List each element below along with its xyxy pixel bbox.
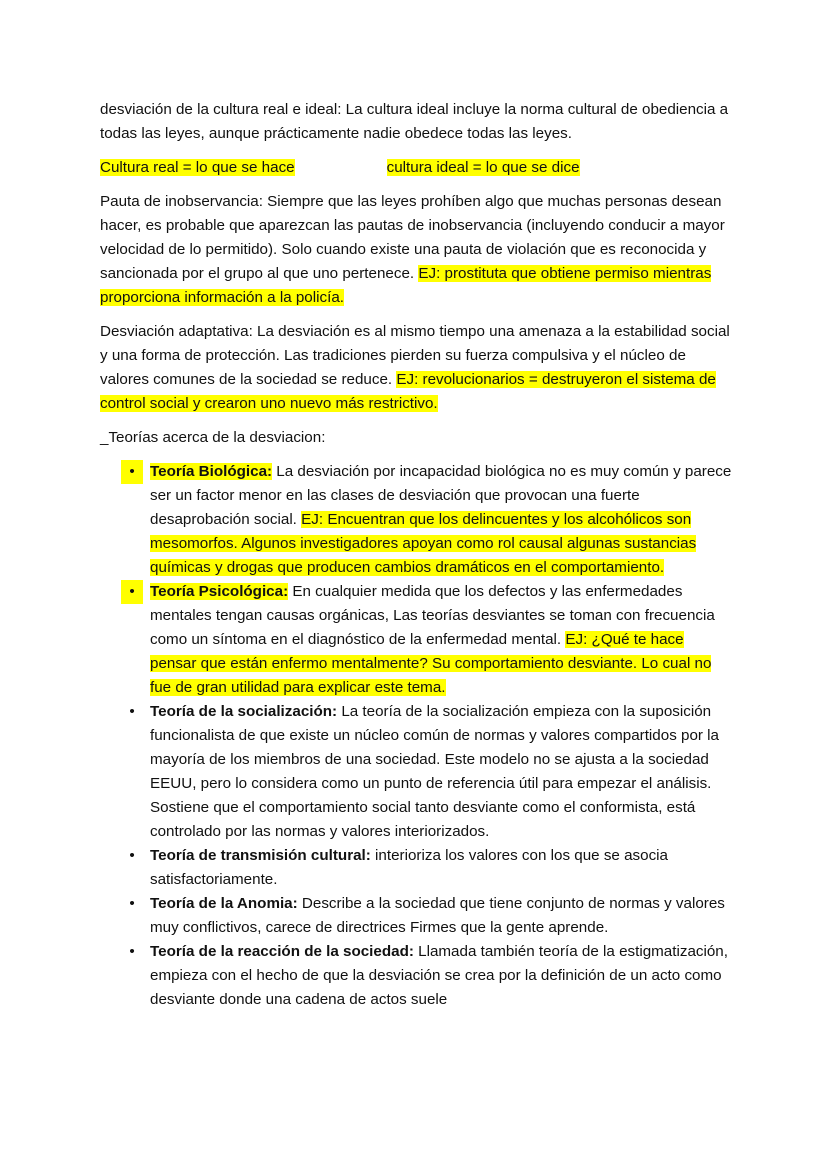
cultura-ideal-definition: cultura ideal = lo que se dice	[386, 159, 580, 176]
bullet-icon: •	[121, 460, 143, 484]
theory-example: EJ: ¿Qué te hace pensar que están enfermo mentalmente? Su comportamiento desviante. Lo cual no fue de gran utilidad para explicar este tema.	[150, 631, 712, 696]
cultura-real-definition: Cultura real = lo que se hace	[100, 159, 295, 176]
inobservancia-text: Pauta de inobservancia: Siempre que las leyes prohíben algo que muchas personas desean hacer, es probable que aparezcan las pautas de inobservancia (incluyendo conducir a mayor velocidad de lo permitido). Solo cuando existe una pauta de violación que es reconocida y sancionada por el grupo al que uno pertenece.	[100, 193, 725, 282]
theory-item-reaccion-sociedad	[100, 940, 732, 1012]
culture-definition-line	[100, 156, 732, 180]
theory-title: Teoría Biológica:	[150, 463, 273, 480]
theory-item-socializacion	[100, 700, 732, 844]
adaptativa-paragraph	[100, 320, 732, 416]
inobservancia-example: EJ: prostituta que obtiene permiso mientras proporciona información a la policía.	[100, 265, 712, 306]
theory-text: En cualquier medida que los defectos y las enfermedades mentales tengan causas orgánicas, Las teorías desviantes se toman con frecuencia como un síntoma en el diagnóstico de la enfermedad mental.	[150, 583, 715, 648]
intro-paragraph: desviación de la cultura real e ideal: La cultura ideal incluye la norma cultural de obediencia a todas las leyes, aunque prácticamente nadie obedece todas las leyes.	[100, 101, 729, 142]
theory-title: Teoría de transmisión cultural:	[150, 847, 371, 864]
theory-item-biologica	[100, 460, 732, 580]
theory-item-transmision-cultural	[100, 844, 732, 892]
theory-example: EJ: Encuentran que los delincuentes y los alcohólicos son mesomorfos. Algunos investigadores apoyan como rol causal algunas sustancias químicas y drogas que producen cambios dramáticos en el comportamiento.	[150, 511, 697, 576]
bullet-icon: •	[129, 943, 135, 960]
theory-title: Teoría de la socialización:	[150, 703, 338, 720]
theory-text: Llamada también teoría de la estigmatización, empieza con el hecho de que la desviación se crea por la definición de un acto como desviante donde una cadena de actos suele	[150, 943, 728, 1008]
bullet-icon: •	[129, 847, 135, 864]
theories-heading: _Teorías acerca de la desviacion:	[100, 429, 326, 446]
bullet-icon: •	[129, 895, 135, 912]
theory-text: Describe a la sociedad que tiene conjunto de normas y valores muy conflictivos, carece de directrices Firmes que la gente aprende.	[150, 895, 725, 936]
adaptativa-text: Desviación adaptativa: La desviación es al mismo tiempo una amenaza a la estabilidad social y una forma de protección. Las tradiciones pierden su fuerza compulsiva y el núcleo de valores comunes de la sociedad se reduce.	[100, 323, 730, 388]
bullet-icon: •	[129, 703, 135, 720]
bullet-icon: •	[121, 580, 143, 604]
adaptativa-example: EJ: revolucionarios = destruyeron el sistema de control social y crearon uno nuevo más restrictivo.	[100, 371, 716, 412]
theory-item-anomia	[100, 892, 732, 940]
theories-list	[100, 460, 732, 1012]
theory-title: Teoría de la reacción de la sociedad:	[150, 943, 414, 960]
inobservancia-paragraph	[100, 190, 732, 310]
theory-text: La desviación por incapacidad biológica no es muy común y parece ser un factor menor en las clases de desviación que provocan una fuerte desaprobación social.	[150, 463, 732, 528]
theory-title: Teoría de la Anomia:	[150, 895, 298, 912]
theory-text: interioriza los valores con los que se asocia satisfactoriamente.	[150, 847, 668, 888]
theory-title: Teoría Psicológica:	[150, 583, 289, 600]
theory-item-psicologica	[100, 580, 732, 700]
theory-text: La teoría de la socialización empieza con la suposición funcionalista de que existe un núcleo común de normas y valores compartidos por la mayoría de los miembros de una sociedad. Este modelo no se ajusta a la sociedad EEUU, pero lo considera como un punto de referencia útil para empezar el análisis. Sostiene que el comportamiento social tanto desviante como el conformista, está controlado por las normas y valores interiorizados.	[150, 703, 720, 840]
